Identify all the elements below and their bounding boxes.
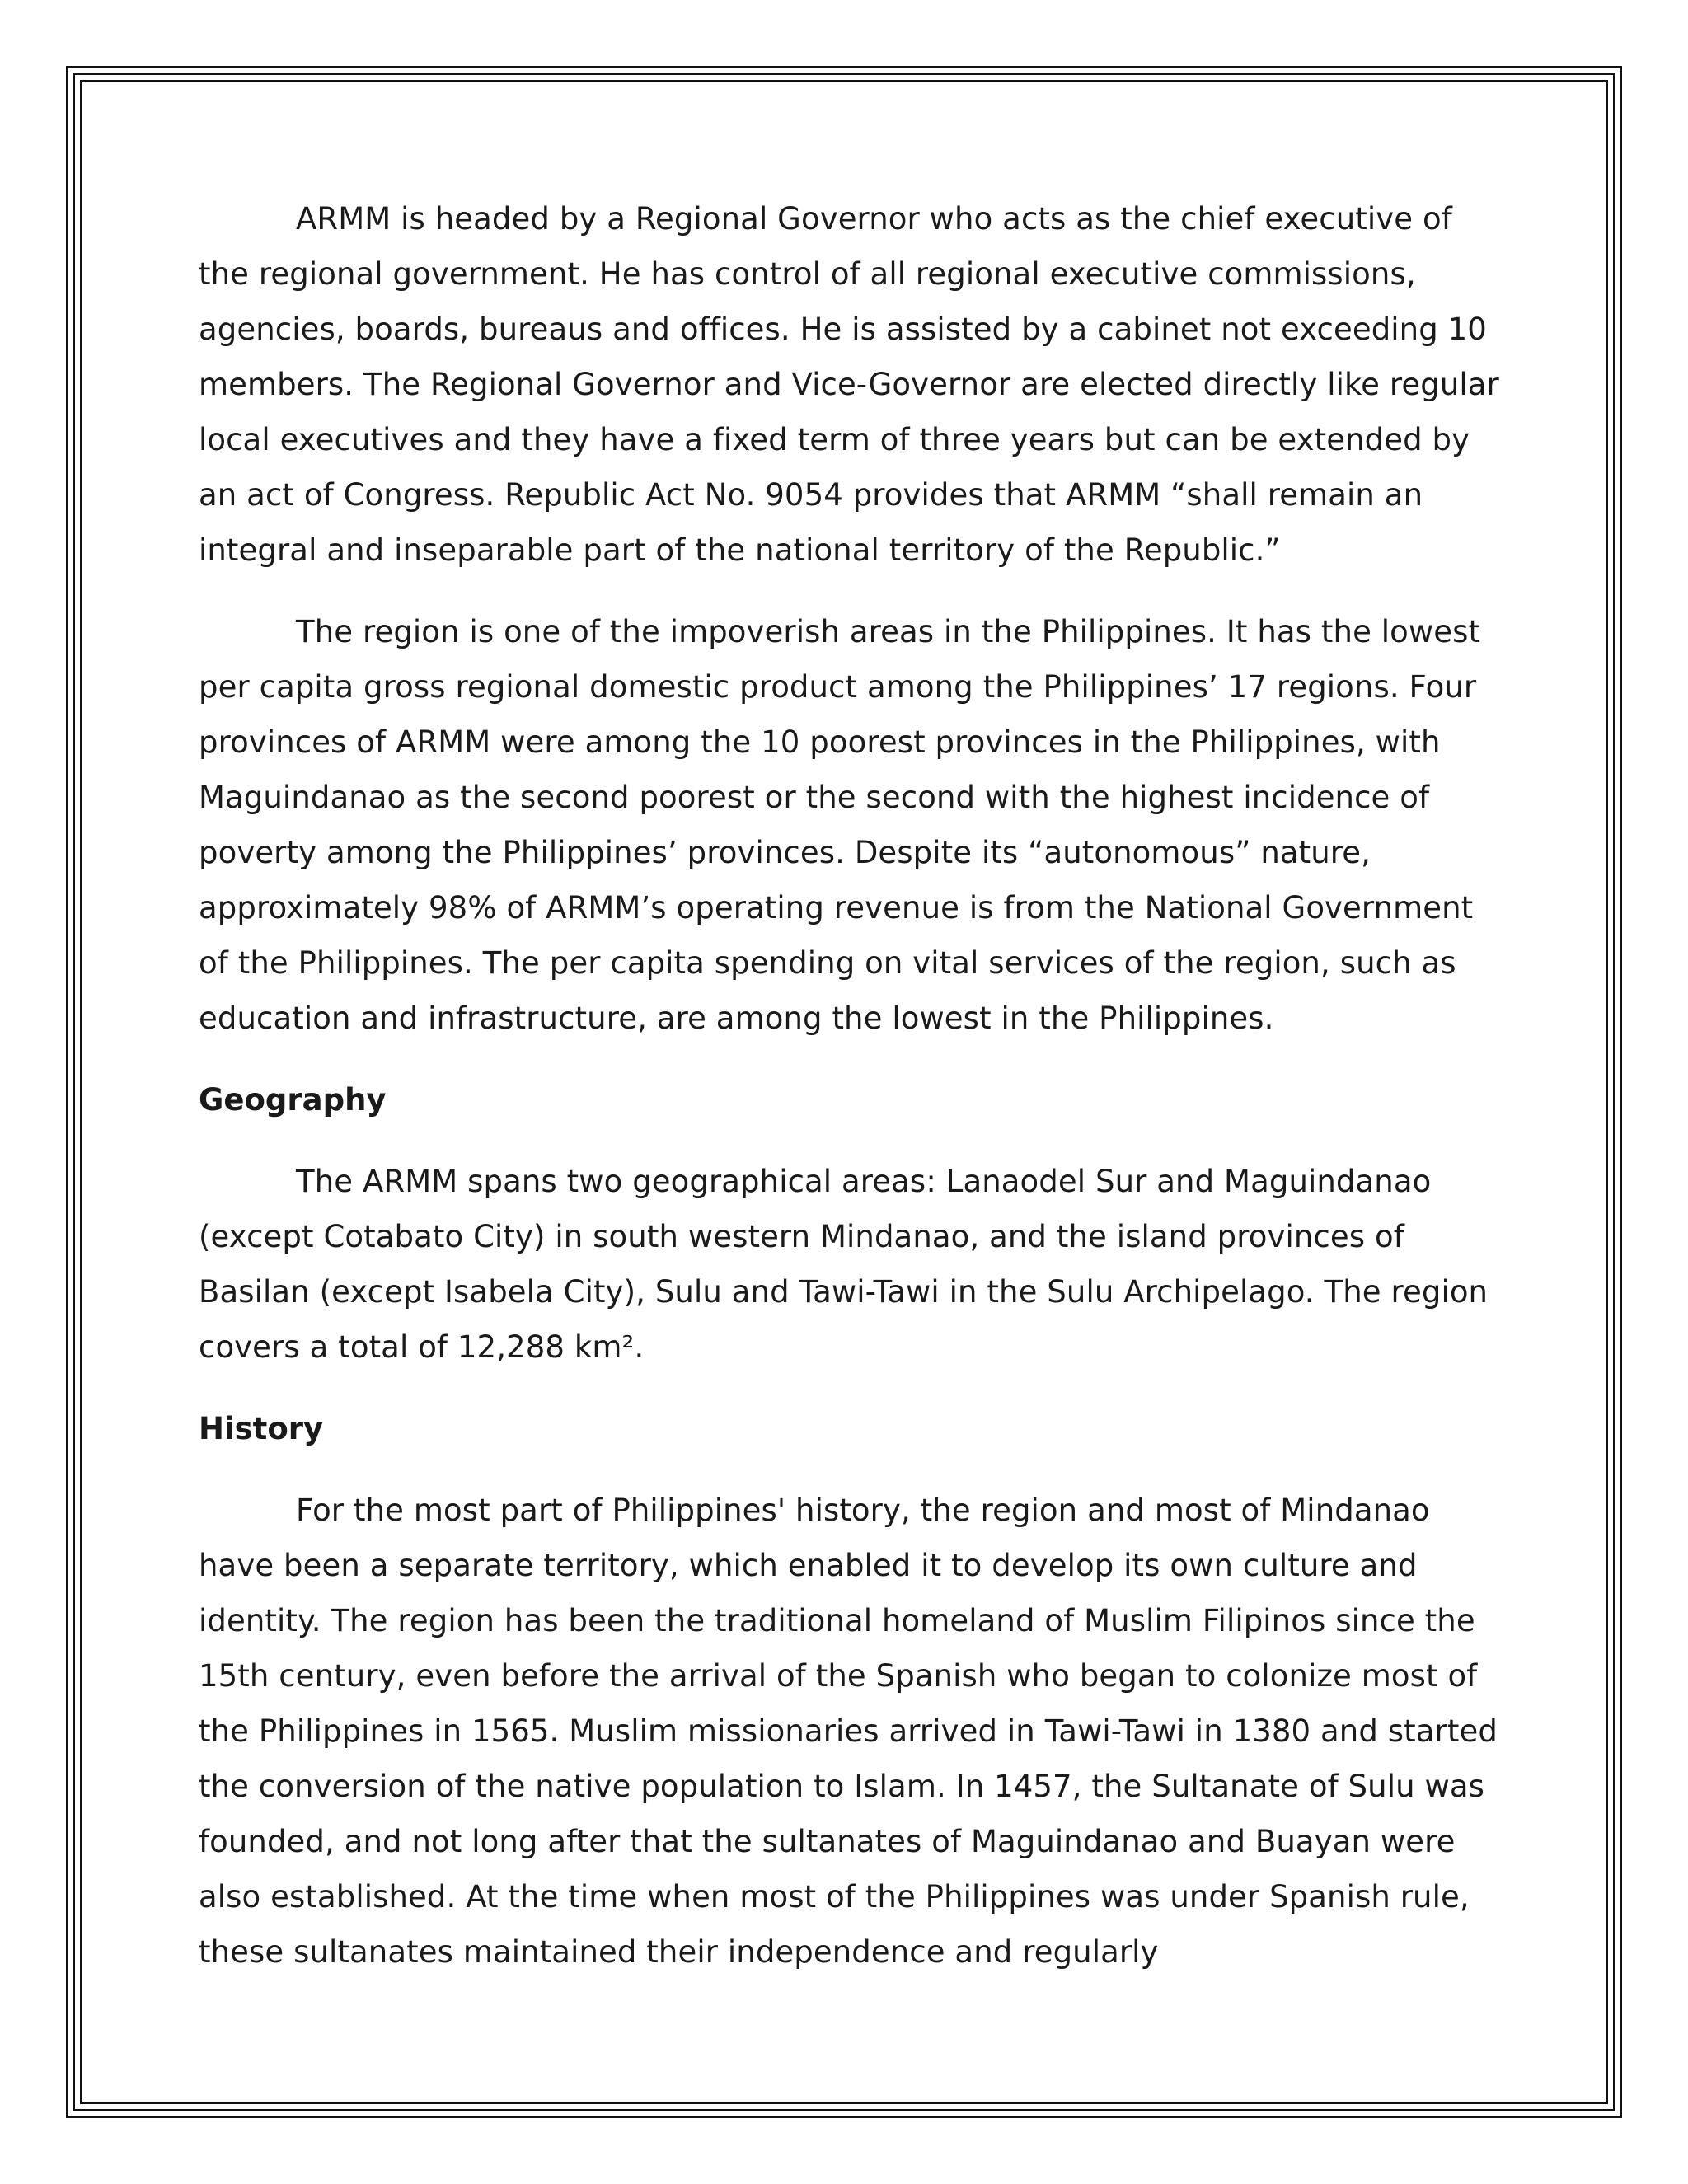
document-body: [199, 191, 1501, 2006]
heading-geography: Geography: [199, 1082, 387, 1118]
paragraph-geography: The ARMM spans two geographical areas: Lanaodel Sur and Maguindanao (except Cotabato City) in south western Mindanao, and the island provinces of Basilan (except Isabela City), Sulu and Tawi-Tawi in the Sulu Archipelago. The region covers a total of 12,288 km².: [199, 1164, 1489, 1365]
heading-history: History: [199, 1411, 324, 1446]
paragraph-poverty: The region is one of the impoverish areas in the Philippines. It has the lowest per capita gross regional domestic product among the Philippines’ 17 regions. Four provinces of ARMM were among the 10 poorest provinces in the Philippines, with Maguindanao as the second poorest or the second with the highest incidence of poverty among the Philippines’ provinces. Despite its “autonomous” nature, approximately 98% of ARMM’s operating revenue is from the National Government of the Philippines. The per capita spending on vital services of the region, such as education and infrastructure, are among the lowest in the Philippines.: [199, 614, 1481, 1036]
paragraph-history: For the most part of Philippines' history, the region and most of Mindanao have been a separate territory, which enabled it to develop its own culture and identity. The region has been the traditional homeland of Muslim Filipinos since the 15th century, even before the arrival of the Spanish who began to colonize most of the Philippines in 1565. Muslim missionaries arrived in Tawi-Tawi in 1380 and started the conversion of the native population to Islam. In 1457, the Sultanate of Sulu was founded, and not long after that the sultanates of Maguindanao and Buayan were also established. At the time when most of the Philippines was under Spanish rule, these sultanates maintained their independence and regularly: [199, 1493, 1498, 1970]
paragraph-governance: ARMM is headed by a Regional Governor who acts as the chief executive of the regional government. He has control of all regional executive commissions, agencies, boards, bureaus and offices. He is assisted by a cabinet not exceeding 10 members. The Regional Governor and Vice-Governor are elected directly like regular local executives and they have a fixed term of three years but can be extended by an act of Congress. Republic Act No. 9054 provides that ARMM “shall remain an integral and inseparable part of the national territory of the Republic.”: [199, 201, 1499, 568]
